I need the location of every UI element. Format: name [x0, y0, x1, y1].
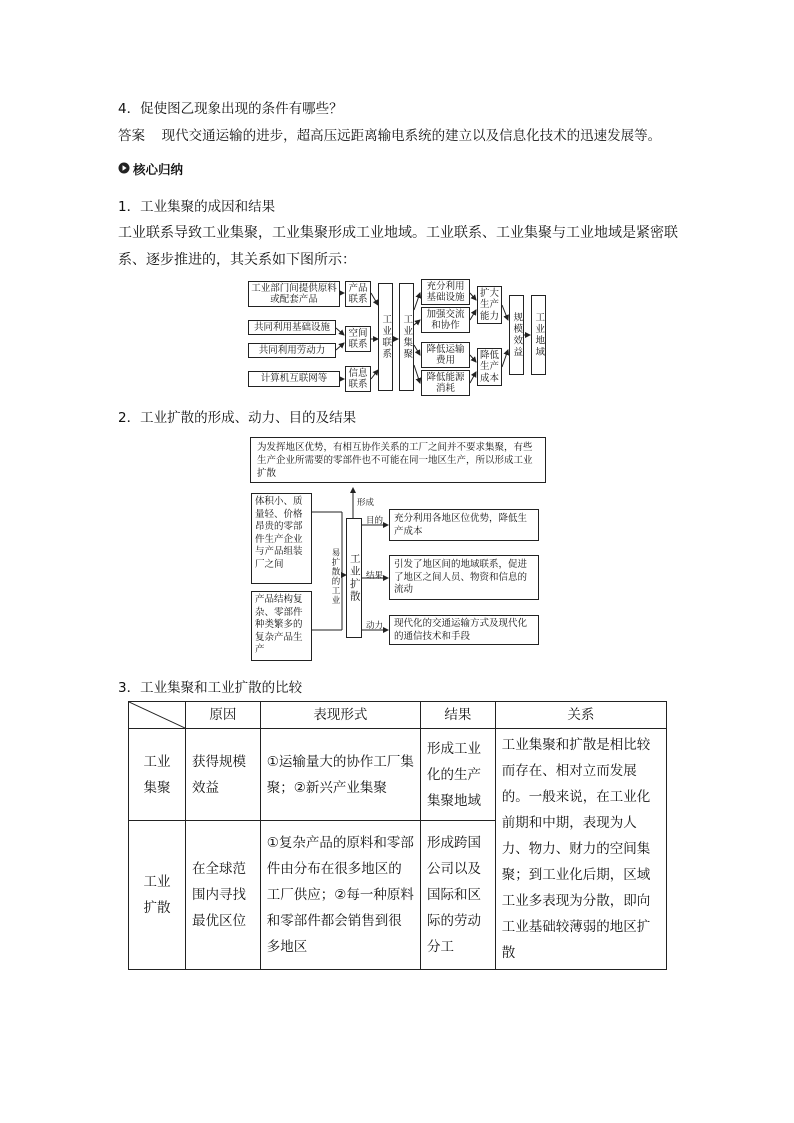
header-relation: 关系 [495, 702, 666, 729]
d2-goal-label: 目的 [366, 516, 384, 526]
header-result: 结果 [421, 702, 496, 729]
d1-product-link: 产品联系 [345, 281, 371, 307]
row1-result: 形成工业化的生产集聚地域 [421, 729, 496, 821]
d1-right-box-2: 加强交流和协作 [421, 307, 470, 333]
d1-industrial-region: 工业地域 [531, 295, 546, 375]
d1-expand-capacity: 扩大生产能力 [477, 286, 502, 324]
d1-right-box-1: 充分利用基础设施 [421, 279, 470, 305]
d1-industry-linkage: 工业联系 [378, 283, 393, 391]
row2-form: ①复杂产品的原料和零部件由分布在很多地区的工厂供应；②每一种原料和零部件都会销售到很多地区 [260, 821, 420, 970]
d1-left-box-4: 计算机互联网等 [248, 371, 340, 387]
header-form: 表现形式 [260, 702, 420, 729]
d1-info-link: 信息联系 [345, 366, 371, 392]
d1-reduce-cost: 降低生产成本 [477, 348, 502, 386]
d2-power-label: 动力 [366, 621, 384, 631]
d2-top-box: 为发挥地区优势，有相互协作关系的工厂之间并不要求集聚，有些生产企业所需要的零部件也不可能在同一地区生产，所以形成工业扩散 [250, 437, 546, 483]
row-label-diffusion: 工业扩散 [129, 821, 186, 970]
d2-result-label: 结果 [366, 571, 384, 581]
diagonal-line-icon [129, 702, 185, 728]
d2-result-box: 引发了地区间的地域联系，促进了地区之间人员、物资和信息的流动 [389, 555, 539, 600]
d1-right-box-3: 降低运输费用 [421, 342, 470, 368]
d2-goal-box: 充分利用各地区位优势，降低生产成本 [389, 509, 539, 541]
table-corner-cell [129, 702, 186, 729]
table-row [129, 729, 667, 821]
comparison-table [128, 701, 667, 970]
question-4: 4．促使图乙现象出现的条件有哪些？ [118, 101, 343, 117]
d1-left-box-3: 共同利用劳动力 [248, 343, 336, 358]
core-title-text: 核心归纳 [133, 162, 184, 177]
d1-left-box-1: 工业部门间提供原料或配套产品 [248, 281, 340, 307]
section-2-heading: 2．工业扩散的形成、动力、目的及结果 [118, 410, 357, 426]
d1-right-box-4: 降低能源消耗 [421, 370, 470, 396]
header-cause: 原因 [186, 702, 261, 729]
row1-cause: 获得规模效益 [186, 729, 261, 821]
section-1-heading: 1．工业集聚的成因和结果 [118, 199, 276, 215]
row1-form: ①运输量大的协作工厂集聚；②新兴产业集聚 [260, 729, 420, 821]
d1-space-link: 空间联系 [345, 326, 371, 352]
row2-cause: 在全球范围内寻找最优区位 [186, 821, 261, 970]
section-3-heading: 3．工业集聚和工业扩散的比较 [118, 680, 303, 696]
d2-easy-spread-label: 易扩散的工业 [330, 548, 340, 605]
d2-industry-diffusion: 工业扩散 [346, 518, 362, 638]
section-1-para-2: 系、逐步推进的，其关系如下图所示： [118, 252, 356, 268]
row-label-agglomeration: 工业集聚 [129, 729, 186, 821]
relation-cell: 工业集聚和扩散是相比较而存在、相对立而发展的。一般来说，在工业化前期和中期，表现为人力、物力、财力的空间集聚；到工业化后期，区域工业多表现为分散，即向工业基础较薄弱的地区扩散 [495, 729, 666, 970]
answer-label: 答案 [118, 128, 145, 144]
d2-formation-label: 形成 [357, 498, 375, 508]
d2-left-box-2: 产品结构复杂、零部件种类繁多的复杂产品生产 [251, 591, 312, 661]
section-1-para-1: 工业联系导致工业集聚，工业集聚形成工业地域。工业联系、工业集聚与工业地域是紧密联 [118, 225, 678, 241]
d1-left-box-2: 共同利用基础设施 [248, 320, 336, 335]
d1-industry-agglomeration: 工业集聚 [399, 283, 414, 391]
table-header-row [129, 702, 667, 729]
d1-scale-benefit: 规模效益 [509, 295, 524, 375]
answer-text: 现代交通运输的进步，超高压远距离输电系统的建立以及信息化技术的迅速发展等。 [161, 128, 662, 144]
d2-power-box: 现代化的交通运输方式及现代化的通信技术和手段 [389, 615, 539, 645]
d2-left-box-1: 体积小、质量轻、价格昂贵的零部件生产企业与产品组装厂之间 [251, 493, 312, 584]
row2-result: 形成跨国公司以及国际和区际的劳动分工 [421, 821, 496, 970]
